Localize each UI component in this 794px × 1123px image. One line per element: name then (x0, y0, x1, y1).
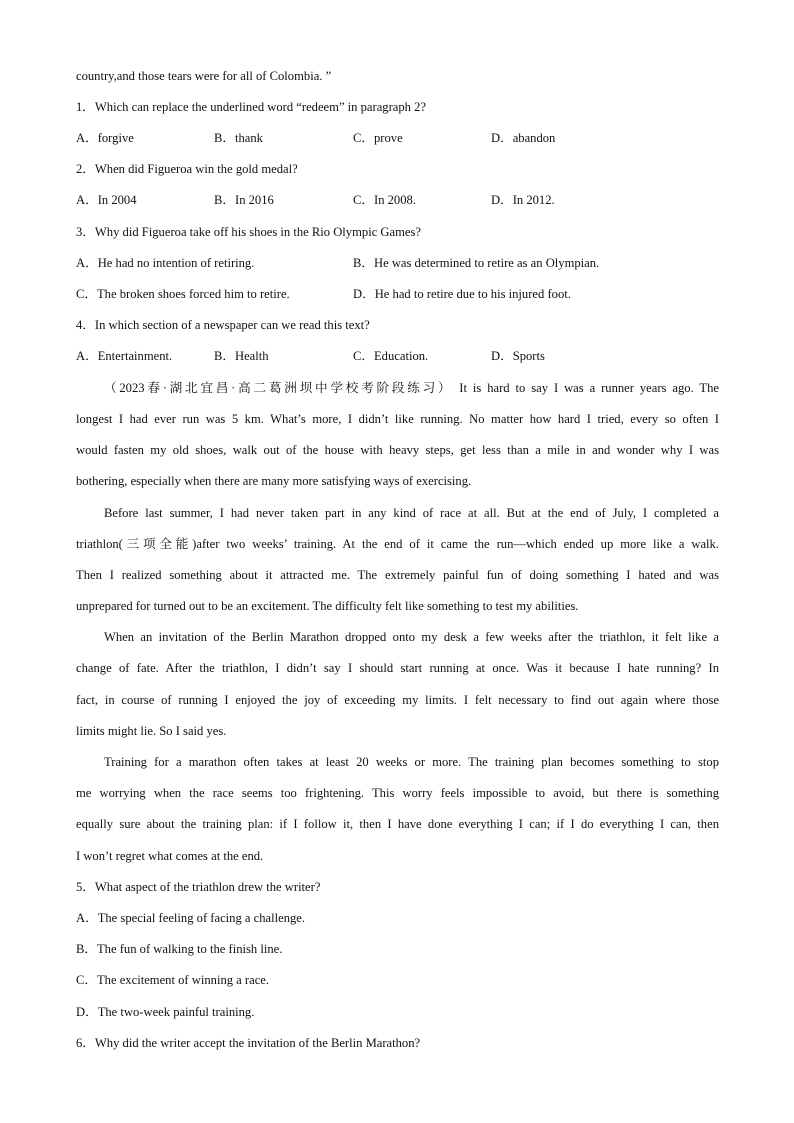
passage-p2-line-2: triathlon(三项全能)after two weeks’ training. At the end of it came the run—which ended up more like a walk. (76, 537, 719, 551)
passage-p2-line-1: Before last summer, I had never taken part in any kind of race at all. But at the end of July, I completed a (104, 506, 719, 520)
q4-option-b: B．Health (214, 349, 269, 363)
q4-option-d: D．Sports (491, 349, 545, 363)
question-3-stem: 3．Why did Figueroa take off his shoes in the Rio Olympic Games? (76, 225, 421, 239)
passage-p2-line-4: unprepared for turned out to be an excitement. The difficulty felt like something to test my abilities. (76, 599, 579, 613)
q1-option-c: C．prove (353, 131, 403, 145)
q1-option-a: A．forgive (76, 131, 134, 145)
question-2-stem: 2．When did Figueroa win the gold medal? (76, 162, 298, 176)
intro-tail-line: country,and those tears were for all of Colombia. ” (76, 69, 332, 83)
passage-p1-line-4: bothering, especially when there are many more satisfying ways of exercising. (76, 474, 472, 488)
q2-option-d: D．In 2012. (491, 193, 555, 207)
q2-option-c: C．In 2008. (353, 193, 416, 207)
q2-option-a: A．In 2004 (76, 193, 137, 207)
passage-p1-line-2: longest I had ever run was 5 km. What’s more, I didn’t like running. No matter how hard I tried, every so often I (76, 412, 719, 426)
q4-option-c: C．Education. (353, 349, 429, 363)
q3-option-c: C．The broken shoes forced him to retire. (76, 287, 290, 301)
passage-p2-line-3: Then I realized something about it attracted me. The extremely painful fun of doing something I hated and was (76, 568, 719, 582)
q5-option-b: B．The fun of walking to the finish line. (76, 942, 283, 956)
passage-p3-line-2: change of fate. After the triathlon, I didn’t say I should start running at once. Was it because I hate running? In (76, 661, 719, 675)
passage-p4-line-2: me worrying when the race seems too frightening. This worry feels impossible to avoid, but there is something (76, 786, 719, 800)
q3-option-b: B．He was determined to retire as an Olympian. (353, 256, 600, 270)
passage-p1-line-3: would fasten my old shoes, walk out of the house with heavy steps, get less than a mile in and wonder why I was (76, 443, 719, 457)
question-1-stem: 1．Which can replace the underlined word “redeem” in paragraph 2? (76, 100, 427, 114)
q5-option-c: C．The excitement of winning a race. (76, 973, 270, 987)
question-5-stem: 5．What aspect of the triathlon drew the writer? (76, 880, 321, 894)
q1-option-b: B．thank (214, 131, 263, 145)
q5-option-d: D．The two-week painful training. (76, 1005, 255, 1019)
passage-p3-line-1: When an invitation of the Berlin Marathon dropped onto my desk a few weeks after the triathlon, it felt like a (104, 630, 719, 644)
passage-p1-line-1: （2023春·湖北宜昌·高二葛洲坝中学校考阶段练习） It is hard to say I was a runner years ago. The (104, 381, 719, 395)
question-4-stem: 4．In which section of a newspaper can we read this text? (76, 318, 370, 332)
passage-p3-line-3: fact, in course of running I enjoyed the joy of exceeding my limits. I felt necessary to find out again where those (76, 693, 719, 707)
passage-p3-line-4: limits might lie. So I said yes. (76, 724, 227, 738)
q4-option-a: A．Entertainment. (76, 349, 173, 363)
q1-option-d: D．abandon (491, 131, 556, 145)
q2-option-b: B．In 2016 (214, 193, 274, 207)
q3-option-d: D．He had to retire due to his injured foot. (353, 287, 571, 301)
q3-option-a: A．He had no intention of retiring. (76, 256, 255, 270)
passage-p4-line-4: I won’t regret what comes at the end. (76, 849, 264, 863)
question-6-stem: 6．Why did the writer accept the invitation of the Berlin Marathon? (76, 1036, 421, 1050)
q5-option-a: A．The special feeling of facing a challenge. (76, 911, 306, 925)
passage-p4-line-1: Training for a marathon often takes at least 20 weeks or more. The training plan becomes something to stop (104, 755, 719, 769)
passage-p4-line-3: equally sure about the training plan: if I follow it, then I have done everything I can; if I do everything I can, then (76, 817, 719, 831)
